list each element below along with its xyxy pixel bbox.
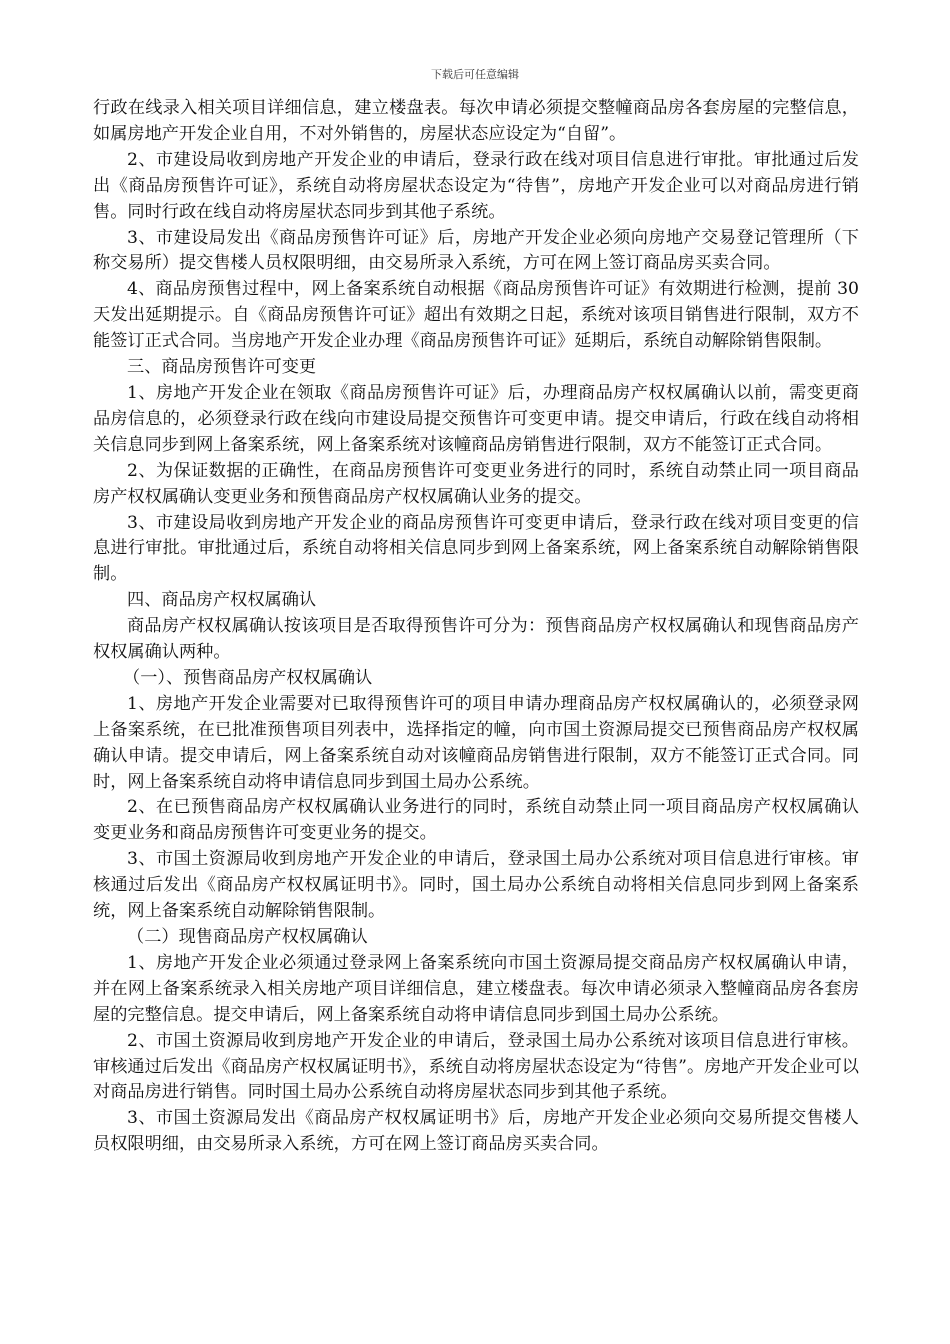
paragraph-item-3-permissions: 3、市建设局发出《商品房预售许可证》后，房地产开发企业必须向房地产交易登记管理所（下称交易所）提交售楼人员权限明细，由交易所录入系统，方可在网上签订商品房买卖合同。 — [93, 227, 859, 274]
paragraph-change-item-1: 1、房地产开发企业在领取《商品房预售许可证》后，办理商品房产权权属确认以前，需变更商品房信息的，必须登录行政在线向市建设局提交预售许可变更申请。提交申请后，行政在线自动将相关信息同步到网上备案系统，网上备案系统对该幢商品房销售进行限制，双方不能签订正式合同。 — [93, 382, 859, 455]
paragraph-presale-item-3: 3、市国土资源局收到房地产开发企业的申请后，登录国土局办公系统对项目信息进行审核。审核通过后发出《商品房产权权属证明书》。同时，国土局办公系统自动将相关信息同步到网上备案系统，网上备案系统自动解除销售限制。 — [93, 849, 859, 922]
document-body — [93, 96, 859, 1158]
paragraph-spot-item-3: 3、市国土资源局发出《商品房产权权属证明书》后，房地产开发企业必须向交易所提交售楼人员权限明细，由交易所录入系统，方可在网上签订商品房买卖合同。 — [93, 1108, 859, 1155]
section-heading-3: 三、商品房预售许可变更 — [127, 357, 317, 378]
paragraph-change-item-2: 2、为保证数据的正确性，在商品房预售许可变更业务进行的同时，系统自动禁止同一项目商品房产权权属确认变更业务和预售商品房产权权属确认业务的提交。 — [93, 460, 859, 507]
subsection-heading-2: （二）现售商品房产权权属确认 — [127, 927, 368, 947]
paragraph-continuation: 行政在线录入相关项目详细信息，建立楼盘表。每次申请必须提交整幢商品房各套房屋的完整信息，如属房地产开发企业自用，不对外销售的，房屋状态应设定为“自留”。 — [93, 98, 859, 144]
paragraph-spot-item-1: 1、房地产开发企业必须通过登录网上备案系统向市国土资源局提交商品房产权权属确认申请，并在网上备案系统录入相关房地产项目详细信息，建立楼盘表。每次申请必须录入整幢商品房各套房屋的完整信息。提交申请后，网上备案系统自动将申请信息同步到国土局办公系统。 — [93, 952, 859, 1025]
paragraph-item-4-expiry: 4、商品房预售过程中，网上备案系统自动根据《商品房预售许可证》有效期进行检测，提前 30 天发出延期提示。自《商品房预售许可证》超出有效期之日起，系统对该项目销售进行限制，双方不能签订正式合同。当房地产开发企业办理《商品房预售许可证》延期后，系统自动解除销售限制。 — [93, 279, 859, 352]
paragraph-item-2-approval: 2、市建设局收到房地产开发企业的申请后，登录行政在线对项目信息进行审批。审批通过后发出《商品房预售许可证》，系统自动将房屋状态设定为“待售”，房地产开发企业可以对商品房进行销售。同时行政在线自动将房屋状态同步到其他子系统。 — [93, 149, 859, 222]
header-note: 下载后可任意编辑 — [431, 68, 519, 81]
paragraph-presale-item-2: 2、在已预售商品房产权权属确认业务进行的同时，系统自动禁止同一项目商品房产权权属确认变更业务和商品房预售许可变更业务的提交。 — [93, 797, 859, 844]
paragraph-presale-item-1: 1、房地产开发企业需要对已取得预售许可的项目申请办理商品房产权权属确认的，必须登录网上备案系统，在已批准预售项目列表中，选择指定的幢，向市国土资源局提交已预售商品房产权权属确认申请。提交申请后，网上备案系统自动对该幢商品房销售进行限制，双方不能签订正式合同。同时，网上备案系统自动将申请信息同步到国土局办公系统。 — [93, 693, 859, 792]
subsection-heading-1: （一）、预售商品房产权权属确认 — [123, 667, 373, 688]
paragraph-confirmation-intro: 商品房产权权属确认按该项目是否取得预售许可分为：预售商品房产权权属确认和现售商品房产权权属确认两种。 — [93, 616, 859, 663]
section-heading-4: 四、商品房产权权属确认 — [127, 590, 317, 611]
paragraph-spot-item-2: 2、市国土资源局收到房地产开发企业的申请后，登录国土局办公系统对该项目信息进行审核。审核通过后发出《商品房产权权属证明书》，系统自动将房屋状态设定为“待售”。房地产开发企业可以对商品房进行销售。同时国土局办公系统自动将房屋状态同步到其他子系统。 — [93, 1030, 859, 1103]
paragraph-change-item-3: 3、市建设局收到房地产开发企业的商品房预售许可变更申请后，登录行政在线对项目变更的信息进行审批。审批通过后，系统自动将相关信息同步到网上备案系统，网上备案系统自动解除销售限制。 — [93, 512, 859, 585]
